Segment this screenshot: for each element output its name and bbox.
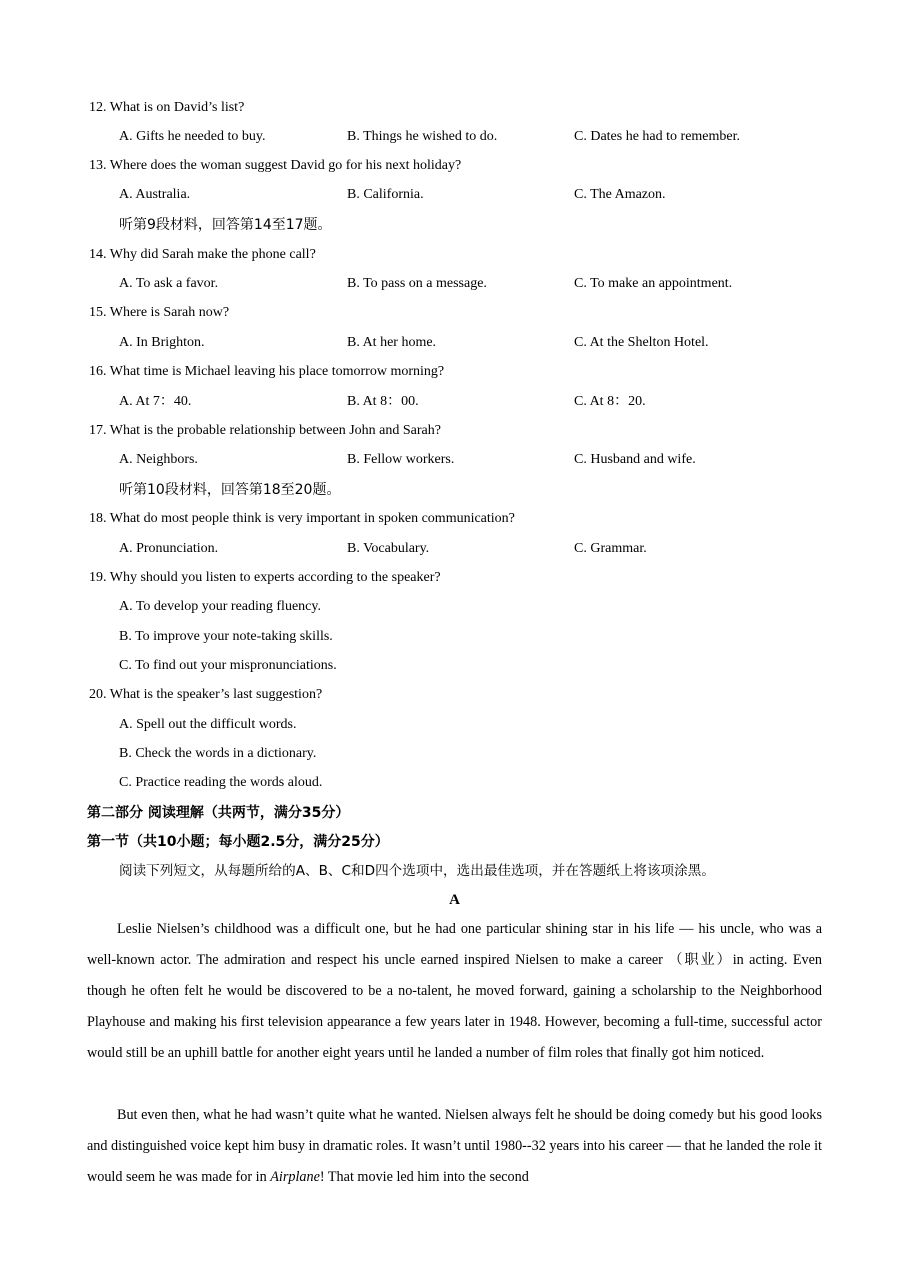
q20-option-c: C. Practice reading the words aloud. [119,775,323,790]
q13-option-a: A. Australia. [119,187,191,202]
q20-option-b: B. Check the words in a dictionary. [119,746,317,761]
q14-option-a: A. To ask a favor. [119,276,219,291]
q15-option-b: B. At her home. [347,335,437,350]
q19-option-b: B. To improve your note-taking skills. [119,629,333,644]
section-10-note: 听第10段材料，回答第18至20题。 [119,482,341,498]
passage-label: A [449,892,460,908]
question-14: 14. Why did Sarah make the phone call? [89,247,316,262]
q18-option-a: A. Pronunciation. [119,541,219,556]
passage-p2-text: But even then, what he had wasn’t quite what he wanted. Nielsen always felt he should be doing comedy but his good looks and distinguished voice kept him busy in dramatic roles. It wasn’t until 1980--32 years into his career — that he landed the role it would seem he was made for in [87,1107,822,1185]
q19-option-a: A. To develop your reading fluency. [119,599,321,614]
q12-option-c: C. Dates he had to remember. [574,129,741,144]
q17-option-b: B. Fellow workers. [347,452,455,467]
q16-option-c: C. At 8：20. [574,394,646,409]
q20-option-a: A. Spell out the difficult words. [119,717,297,732]
q15-option-c: C. At the Shelton Hotel. [574,335,709,350]
question-17: 17. What is the probable relationship between John and Sarah? [89,423,441,438]
section-9-note: 听第9段材料，回答第14至17题。 [119,217,332,233]
q17-option-a: A. Neighbors. [119,452,198,467]
question-20: 20. What is the speaker’s last suggestion? [89,687,323,702]
q15-option-a: A. In Brighton. [119,335,205,350]
reading-instruction: 阅读下列短文，从每题所给的A、B、C和D四个选项中，选出最佳选项，并在答题纸上将该项涂黑。 [119,863,715,879]
section1-heading: 第一节（共10小题；每小题2.5分，满分25分） [87,834,389,850]
q12-option-a: A. Gifts he needed to buy. [119,129,266,144]
question-12: 12. What is on David’s list? [89,100,245,115]
q19-option-c: C. To find out your mispronunciations. [119,658,337,673]
passage-paragraph-1 [87,914,822,1069]
passage-p1-text: Leslie Nielsen’s childhood was a difficult one, but he had one particular shining star in his life — his uncle, who was a well-known actor. The admiration and respect his uncle earned inspired Nielsen to make a career （职业）in acting. Even though he often felt he would be discovered to be a no-talent, he moved forward, gaining a scholarship to the Neighborhood Playhouse and making his first television appearance a few years later in 1948. However, becoming a full-time, successful actor would still be an uphill battle for another eight years until he landed a number of film roles that finally got him noticed. [87,921,822,1061]
q16-option-a: A. At 7：40. [119,394,192,409]
question-15: 15. Where is Sarah now? [89,305,230,320]
q18-option-c: C. Grammar. [574,541,647,556]
q18-option-b: B. Vocabulary. [347,541,430,556]
q17-option-c: C. Husband and wife. [574,452,696,467]
q14-option-b: B. To pass on a message. [347,276,487,291]
question-19: 19. Why should you listen to experts according to the speaker? [89,570,441,585]
passage-paragraph-2 [87,1100,822,1193]
passage-p2-tail: ! That movie led him into the second [319,1169,529,1185]
q14-option-c: C. To make an appointment. [574,276,733,291]
question-13: 13. Where does the woman suggest David go for his next holiday? [89,158,462,173]
q12-option-b: B. Things he wished to do. [347,129,498,144]
question-16: 16. What time is Michael leaving his place tomorrow morning? [89,364,445,379]
movie-title: Airplane [270,1169,320,1185]
q13-option-b: B. California. [347,187,424,202]
part2-heading: 第二部分 阅读理解（共两节，满分35分） [87,805,350,821]
question-18: 18. What do most people think is very important in spoken communication? [89,511,515,526]
q16-option-b: B. At 8：00. [347,394,419,409]
q13-option-c: C. The Amazon. [574,187,666,202]
